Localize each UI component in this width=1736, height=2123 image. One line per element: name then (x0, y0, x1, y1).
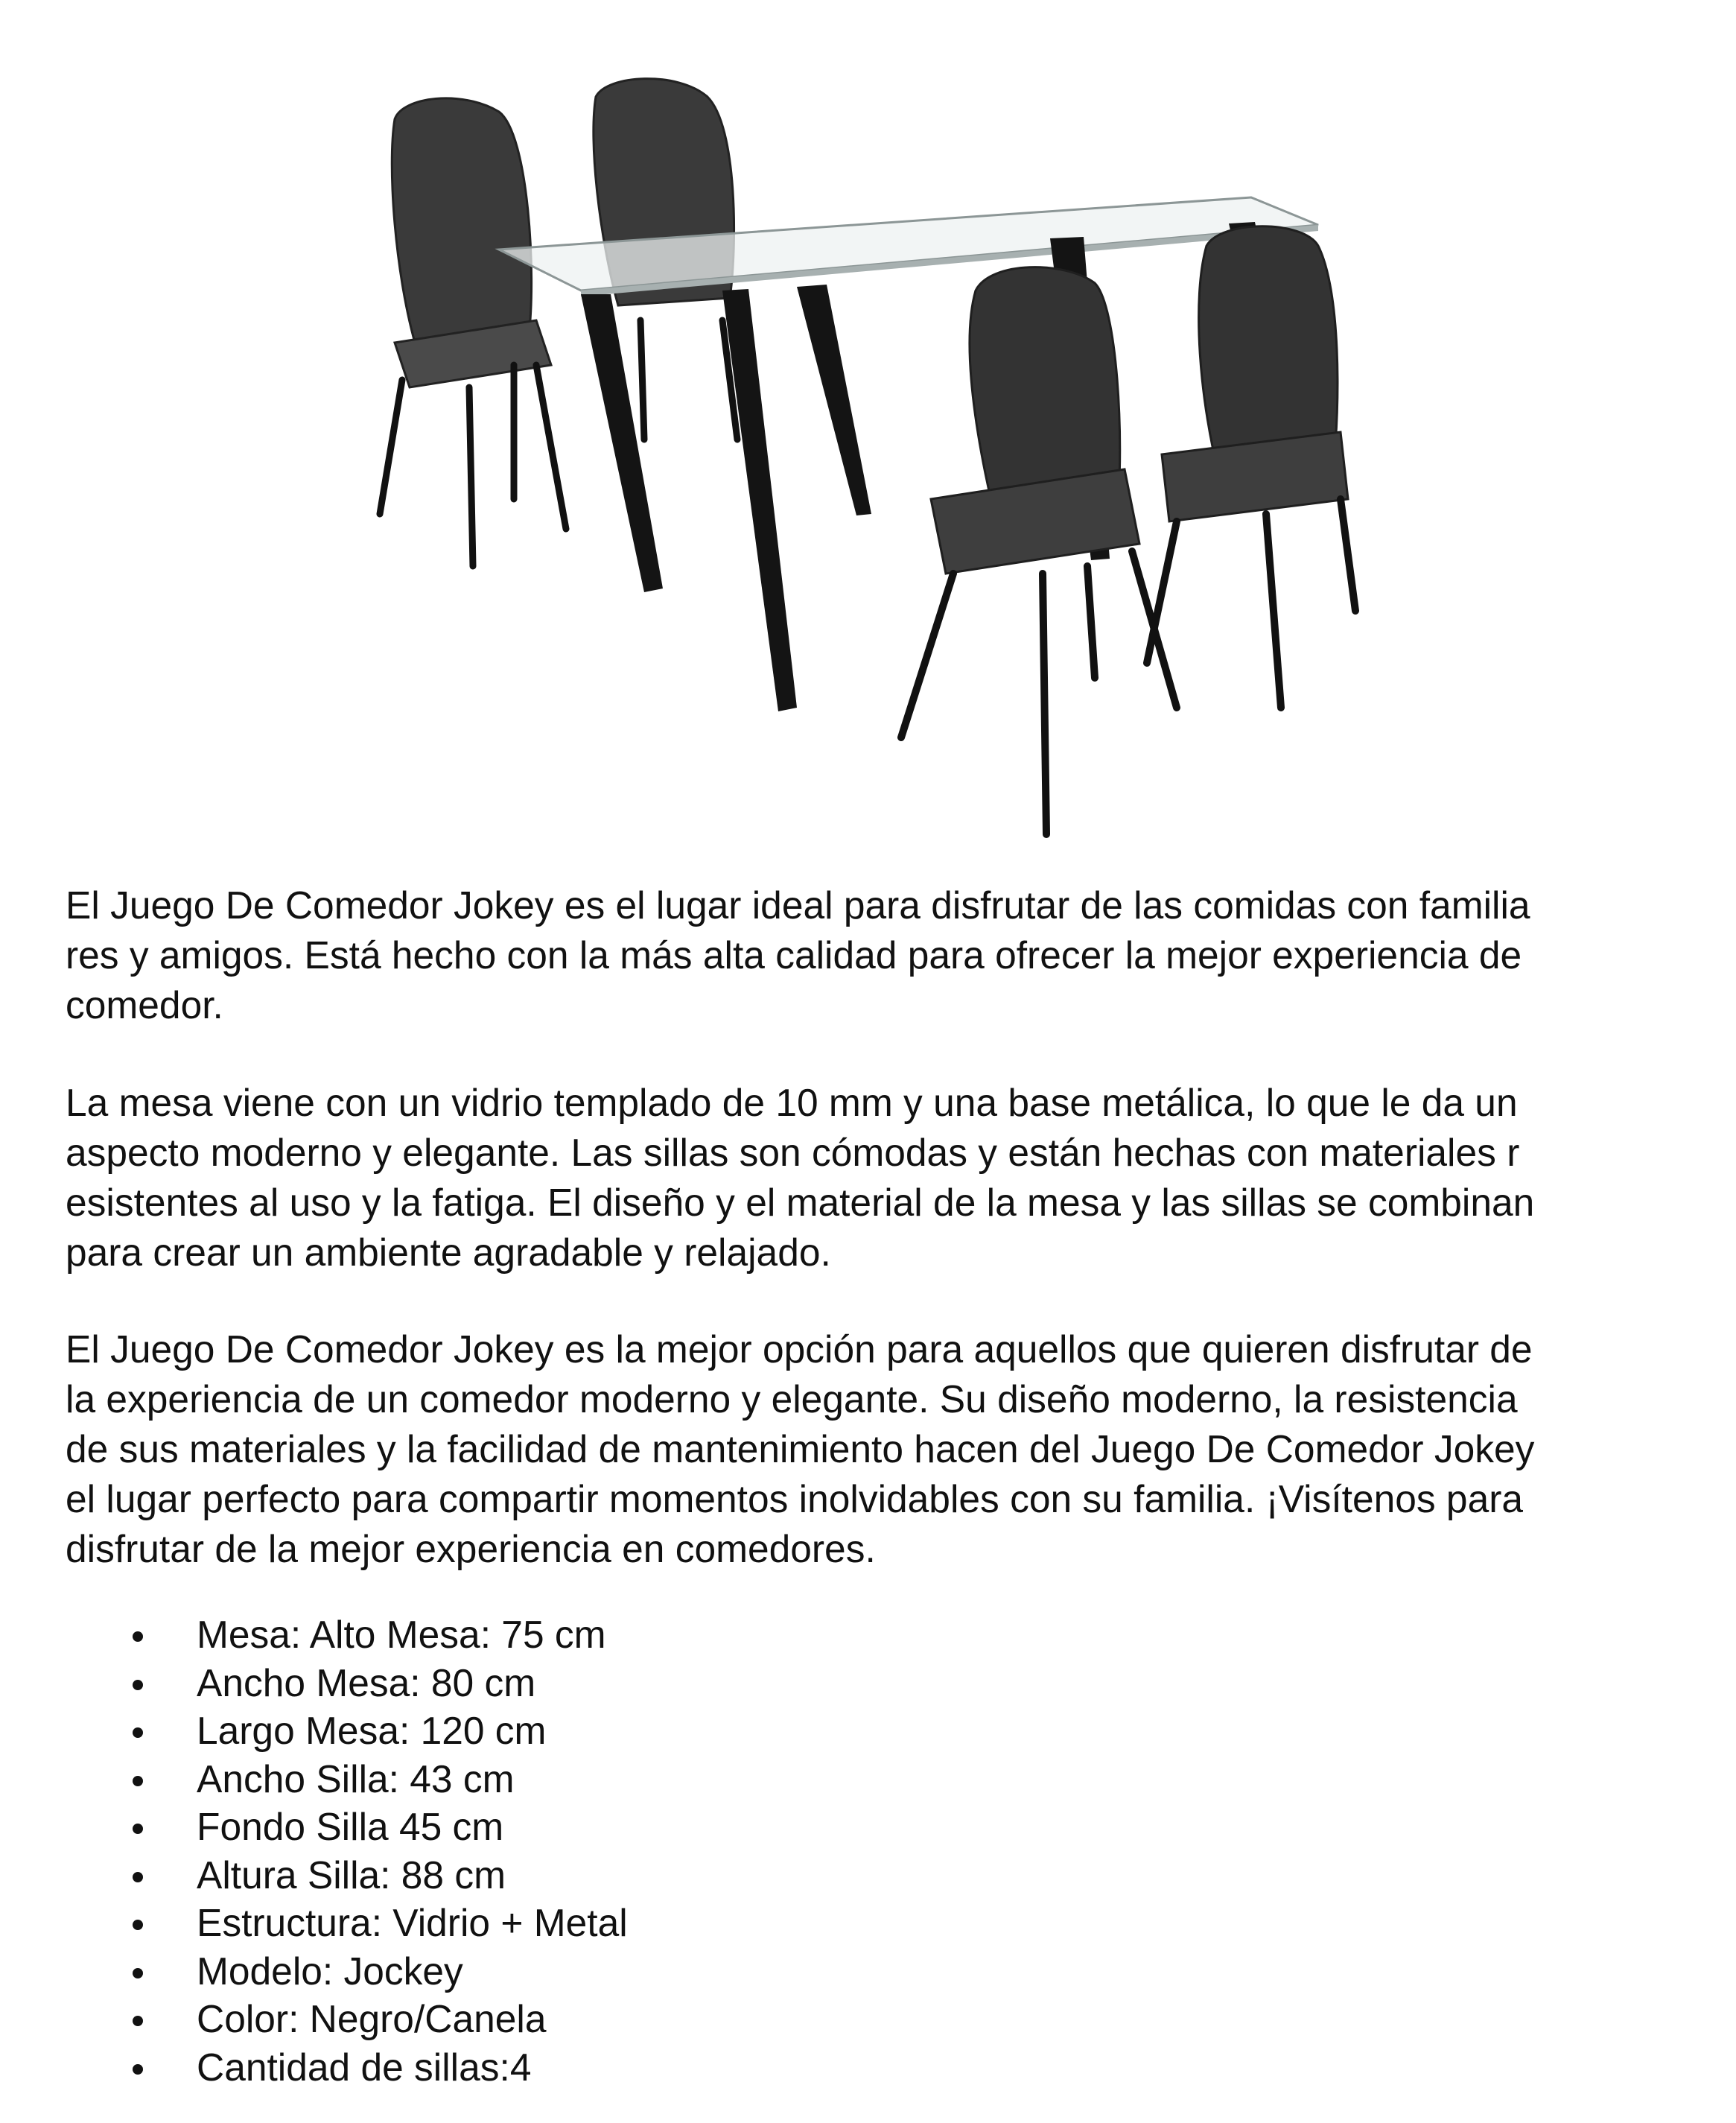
spec-text: Ancho Mesa: 80 cm (197, 1660, 536, 1704)
bullet-icon (133, 2064, 143, 2075)
list-item (66, 1659, 628, 1707)
bullet-icon (133, 2016, 143, 2026)
bullet-icon (133, 1680, 143, 1690)
chair-front-right (1162, 226, 1348, 521)
description-paragraph-3: El Juego De Comedor Jokey es la mejor opción para aquellos que quieren disfrutar de la experiencia de un comedor moderno y elegante. Su diseño moderno, la resistencia de sus materiales y la facilidad de mantenimiento hacen del Juego De Comedor Jokey el lugar perfecto para compartir momentos inolvidables con su familia. ¡Visítenos para disfrutar de la mejor experiencia en comedores. (66, 1327, 1535, 1570)
spec-text: Cantidad de sillas:4 (197, 2045, 532, 2089)
chair-back-left (392, 98, 551, 387)
spec-text: Largo Mesa: 120 cm (197, 1709, 547, 1752)
spec-text: Color: Negro/Canela (197, 1997, 547, 2040)
list-item (66, 1707, 628, 1755)
description-paragraph-2: La mesa viene con un vidrio templado de 10 mm y una base metálica, lo que le da un aspecto moderno y elegante. Las sillas son cómodas y están hechas con materiales r esistentes al uso y la fatiga. El diseño y el material de la mesa y las sillas se combinan para crear un ambiente agradable y relajado. (66, 1081, 1535, 1274)
list-item (66, 1851, 628, 1900)
bullet-icon (133, 1727, 143, 1738)
bullet-icon (133, 1872, 143, 1882)
list-item (66, 1899, 628, 1947)
bullet-icon (133, 1920, 143, 1930)
list-item (66, 1947, 628, 1996)
list-item (66, 1611, 628, 1659)
chair-front-middle (931, 267, 1139, 574)
spec-text: Mesa: Alto Mesa: 75 cm (197, 1613, 606, 1656)
bullet-icon (133, 1824, 143, 1834)
list-item (66, 2043, 628, 2092)
spec-text: Fondo Silla 45 cm (197, 1805, 504, 1848)
bullet-icon (133, 1631, 143, 1642)
description-paragraph-1: El Juego De Comedor Jokey es el lugar ideal para disfrutar de las comidas con familia res y amigos. Está hecho con la más alta calidad para ofrecer la mejor experiencia de comedor. (66, 883, 1530, 1026)
bullet-icon (133, 1776, 143, 1786)
list-item (66, 1803, 628, 1851)
spec-list (66, 1611, 628, 2091)
spec-text: Modelo: Jockey (197, 1949, 463, 1993)
bullet-icon (133, 1968, 143, 1978)
spec-text: Estructura: Vidrio + Metal (197, 1901, 628, 1944)
list-item (66, 1995, 628, 2043)
list-item (66, 1755, 628, 1803)
spec-text: Ancho Silla: 43 cm (197, 1757, 515, 1800)
dining-set-photo (350, 52, 1408, 857)
spec-text: Altura Silla: 88 cm (197, 1853, 506, 1897)
